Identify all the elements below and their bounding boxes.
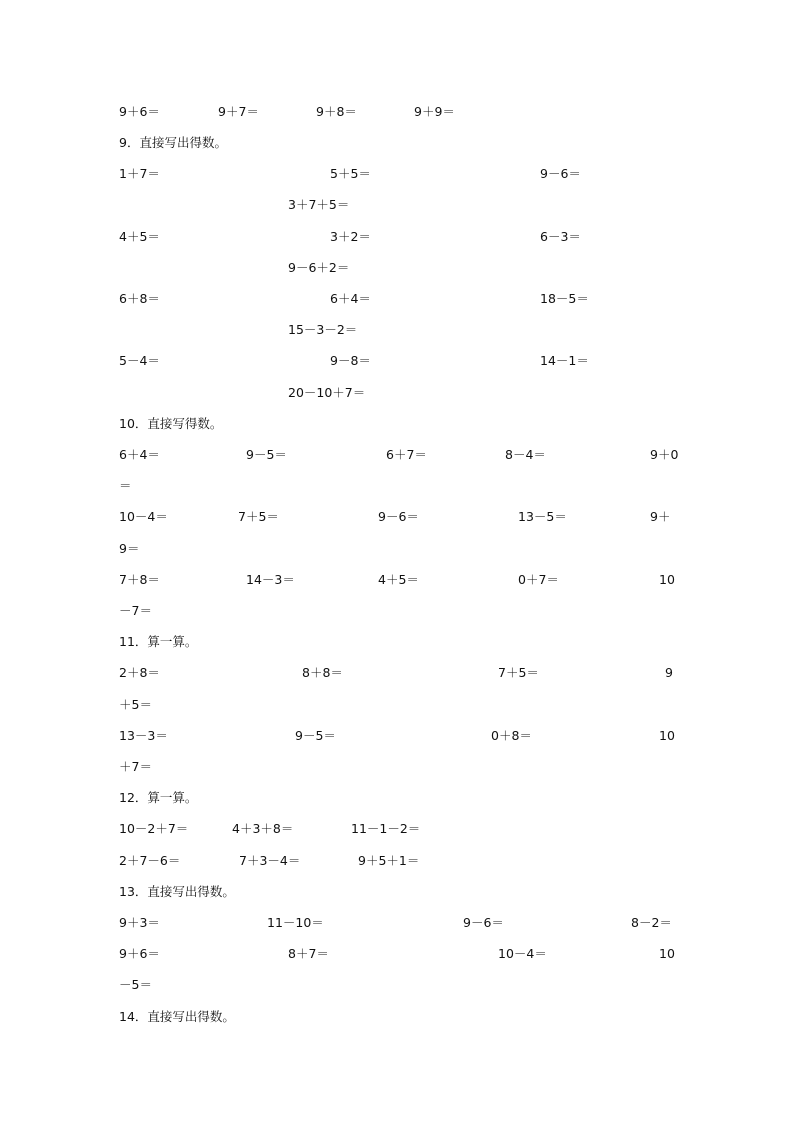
problem: 10 — [659, 572, 675, 587]
problem: 9＋6＝ — [119, 104, 160, 119]
problem: 9＋8＝ — [316, 104, 357, 119]
problem: 9 — [665, 665, 673, 680]
problem-continuation: ＋5＝ — [119, 697, 152, 712]
problem: 9＋6＝ — [119, 946, 160, 961]
problem: 7＋5＝ — [238, 509, 279, 524]
question-heading: 11．算一算。 — [119, 634, 198, 649]
problem: 10－2＋7＝ — [119, 821, 189, 836]
problem: 15－3－2＝ — [288, 322, 358, 337]
problem: 9＋0 — [650, 447, 679, 462]
problem: 11－10＝ — [267, 915, 324, 930]
problem: 0＋8＝ — [491, 728, 532, 743]
problem: 6＋4＝ — [119, 447, 160, 462]
problem: 8－2＝ — [631, 915, 672, 930]
problem: 9－5＝ — [295, 728, 336, 743]
problem: 7＋3－4＝ — [239, 853, 301, 868]
problem: 4＋3＋8＝ — [232, 821, 294, 836]
problem: 8＋8＝ — [302, 665, 343, 680]
problem: 9－6＝ — [378, 509, 419, 524]
problem: 10 — [659, 946, 675, 961]
problem: 6－3＝ — [540, 229, 581, 244]
problem: 9－6＝ — [463, 915, 504, 930]
question-heading: 14．直接写出得数。 — [119, 1009, 235, 1024]
problem: 9＋7＝ — [218, 104, 259, 119]
problem: 3＋7＋5＝ — [288, 197, 350, 212]
problem: 8＋7＝ — [288, 946, 329, 961]
problem: 6＋8＝ — [119, 291, 160, 306]
problem: 5＋5＝ — [330, 166, 371, 181]
problem: 18－5＝ — [540, 291, 589, 306]
question-heading: 12．算一算。 — [119, 790, 198, 805]
problem: 14－1＝ — [540, 353, 589, 368]
problem: 10 — [659, 728, 675, 743]
problem: 9＋3＝ — [119, 915, 160, 930]
problem: 13－3＝ — [119, 728, 168, 743]
problem: 10－4＝ — [498, 946, 547, 961]
problem: 6＋4＝ — [330, 291, 371, 306]
problem: 9－5＝ — [246, 447, 287, 462]
problem: 13－5＝ — [518, 509, 567, 524]
problem-continuation: －5＝ — [119, 977, 152, 992]
problem: 1＋7＝ — [119, 166, 160, 181]
problem: 9－8＝ — [330, 353, 371, 368]
problem: 4＋5＝ — [119, 229, 160, 244]
problem: 9－6＝ — [540, 166, 581, 181]
problem-continuation: ＋7＝ — [119, 759, 152, 774]
problem: 20－10＋7＝ — [288, 385, 366, 400]
problem: 3＋2＝ — [330, 229, 371, 244]
problem-continuation: ＝ — [119, 478, 132, 493]
problem: 9＋9＝ — [414, 104, 455, 119]
problem: 9－6＋2＝ — [288, 260, 350, 275]
problem: 8－4＝ — [505, 447, 546, 462]
problem: 6＋7＝ — [386, 447, 427, 462]
problem: 2＋7－6＝ — [119, 853, 181, 868]
problem: 0＋7＝ — [518, 572, 559, 587]
problem-continuation: 9＝ — [119, 541, 140, 556]
question-heading: 9．直接写出得数。 — [119, 135, 227, 150]
problem: 11－1－2＝ — [351, 821, 421, 836]
problem: 7＋8＝ — [119, 572, 160, 587]
problem-continuation: －7＝ — [119, 603, 152, 618]
problem: 14－3＝ — [246, 572, 295, 587]
problem: 4＋5＝ — [378, 572, 419, 587]
problem: 9＋5＋1＝ — [358, 853, 420, 868]
problem: 7＋5＝ — [498, 665, 539, 680]
problem: 5－4＝ — [119, 353, 160, 368]
problem: 2＋8＝ — [119, 665, 160, 680]
problem: 10－4＝ — [119, 509, 168, 524]
question-heading: 10．直接写得数。 — [119, 416, 223, 431]
question-heading: 13．直接写出得数。 — [119, 884, 235, 899]
problem: 9＋ — [650, 509, 671, 524]
